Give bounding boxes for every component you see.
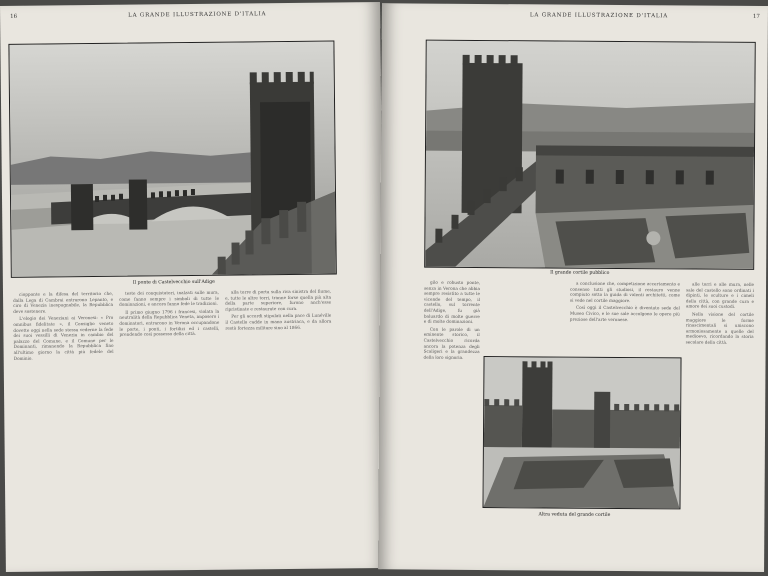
paragraph: gilo e robusto ponte, senza in Verona che abbia sempre resistito a tutte le vicende del tempo, il castello, sul torrente dell'Adige, fu già baluardo di molte guerre e di molte dominazioni.	[423, 279, 481, 325]
photo-caption: Altra veduta del grande cortile	[538, 512, 611, 518]
paragraph: Il primo giugno 1796 i francesi, violata la neutralità della Repubblica Veneta, imposero i dominatori, entrarono in Verona occupandone le porte, i ponti, i fortilizi ed i castelli, prendendo così possesso della città.	[119, 308, 220, 337]
paragraph: L'elogio dei Veneziani ai Veronesi: « Pro omnibus fidelitate », il Consiglio veneto dovette oggi nella sede stessa vederne la fede dei suoi vessilli di Venezia in cambio del palazzo del Comune, e il Comune per le Dominanti, rimanendo la Repubblica fino all'ultimo giorno la città più fedele del Dominio.	[13, 315, 114, 361]
text-column-3	[684, 281, 754, 561]
photo-caption: Il grande cortile pubblico	[550, 270, 610, 276]
left-page	[0, 2, 386, 572]
text-column-1	[422, 280, 480, 560]
castle-courtyard-ground-photo	[482, 356, 681, 509]
castelvecchio-bridge-photo	[8, 41, 336, 278]
paragraph: alle torri e alle mura, nelle sale del castello sono ordinati i dipinti, le sculture e i cimeli della città, con grande cura e amore dei suoi custodi.	[685, 281, 755, 310]
paragraph: a conclusione che, competizione accertamento e consenso tutti gli studiosi, il restauro venne compiuto sotto la guida di valenti architetti, come si vede nel cortile maggiore.	[569, 280, 681, 303]
text-column-2	[119, 290, 222, 561]
text-column-2	[570, 281, 681, 358]
page-number: 16	[10, 13, 18, 20]
castle-courtyard-aerial-photo	[424, 40, 756, 270]
paragraph: Con le parole di un eminente storico, il Castelvecchio ricorda ancora la potenza degli Scaligeri e la grandezza della loro signoria.	[423, 326, 480, 360]
right-page	[378, 3, 768, 572]
text-column-1	[13, 291, 116, 562]
running-header: LA GRANDE ILLUSTRAZIONE D'ITALIA	[529, 12, 669, 20]
running-header: LA GRANDE ILLUSTRAZIONE D'ITALIA	[128, 11, 267, 19]
text-column-3	[225, 289, 334, 560]
paragraph: alla torre di porta sulla riva sinistra del fiume, e, tutte le altre torri, tranne forse quella più alta della parte superiore, furono anch'esse ripristinate e restaurate con cura.	[225, 288, 332, 312]
page-number: 17	[752, 13, 760, 20]
photo-caption: Il ponte di Castelvecchio sull'Adige	[132, 279, 215, 286]
paragraph: Così oggi il Castelvecchio è diventato sede del Museo Civico, e le sue sale accolgono le opere più preziose dell'arte veronese.	[569, 305, 680, 322]
paragraph: ciopponte e la difesa del territorio che, dalla Lega di Cambrai entrarono Lepanto, e ciro di Venezia inespugnabile, la Repubblica deve sostenere.	[13, 290, 114, 314]
paragraph: teste dei conquistatori, inalzati sulle mura, come fanno sempre i simboli di tutte le dominazioni, e ancora fanno fede le tradizioni.	[119, 289, 220, 307]
paragraph: Per gli accordi stipulati nella pace di Lunéville il Castello cadde in mano austriaca, e da allora restò fortezza militare sino al 1866.	[225, 312, 332, 331]
paragraph: Nella visione del cortile maggiore le forme rinascimentali si uniscono armoniosamente a quelle del medioevo, ricordando la storia secolare della città.	[685, 311, 754, 345]
